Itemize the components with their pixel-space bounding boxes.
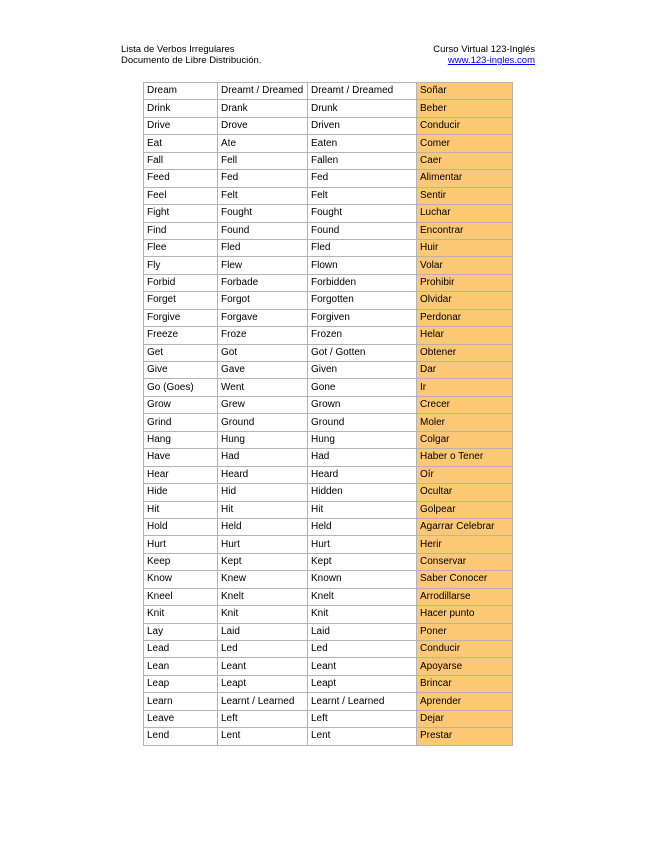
past-participle-cell: Heard	[308, 466, 417, 483]
infinitive-cell: Know	[144, 571, 218, 588]
infinitive-cell: Go (Goes)	[144, 379, 218, 396]
infinitive-cell: Keep	[144, 553, 218, 570]
spanish-translation-cell: Agarrar Celebrar	[417, 518, 513, 535]
past-participle-cell: Had	[308, 449, 417, 466]
past-simple-cell: Flew	[218, 257, 308, 274]
infinitive-cell: Eat	[144, 135, 218, 152]
spanish-translation-cell: Crecer	[417, 396, 513, 413]
past-simple-cell: Knit	[218, 606, 308, 623]
infinitive-cell: Lean	[144, 658, 218, 675]
infinitive-cell: Drink	[144, 100, 218, 117]
past-simple-cell: Drank	[218, 100, 308, 117]
past-participle-cell: Leant	[308, 658, 417, 675]
spanish-translation-cell: Alimentar	[417, 170, 513, 187]
spanish-translation-cell: Dar	[417, 362, 513, 379]
table-row	[144, 309, 513, 326]
spanish-translation-cell: Colgar	[417, 431, 513, 448]
past-participle-cell: Found	[308, 222, 417, 239]
past-participle-cell: Led	[308, 641, 417, 658]
past-simple-cell: Forgave	[218, 309, 308, 326]
spanish-translation-cell: Conservar	[417, 553, 513, 570]
spanish-translation-cell: Prohibir	[417, 274, 513, 291]
infinitive-cell: Hang	[144, 431, 218, 448]
past-participle-cell: Left	[308, 710, 417, 727]
table-row	[144, 257, 513, 274]
table-row	[144, 571, 513, 588]
past-simple-cell: Forbade	[218, 274, 308, 291]
past-simple-cell: Left	[218, 710, 308, 727]
table-row	[144, 83, 513, 100]
past-participle-cell: Hit	[308, 501, 417, 518]
infinitive-cell: Have	[144, 449, 218, 466]
past-simple-cell: Found	[218, 222, 308, 239]
past-simple-cell: Kept	[218, 553, 308, 570]
past-simple-cell: Had	[218, 449, 308, 466]
table-row	[144, 553, 513, 570]
past-participle-cell: Gone	[308, 379, 417, 396]
table-row	[144, 710, 513, 727]
past-participle-cell: Felt	[308, 187, 417, 204]
past-participle-cell: Drunk	[308, 100, 417, 117]
past-participle-cell: Fought	[308, 205, 417, 222]
table-row	[144, 100, 513, 117]
past-participle-cell: Forgiven	[308, 309, 417, 326]
past-participle-cell: Given	[308, 362, 417, 379]
table-row	[144, 501, 513, 518]
past-participle-cell: Forgotten	[308, 292, 417, 309]
table-row	[144, 449, 513, 466]
past-simple-cell: Fought	[218, 205, 308, 222]
past-participle-cell: Got / Gotten	[308, 344, 417, 361]
past-simple-cell: Hid	[218, 484, 308, 501]
table-row	[144, 152, 513, 169]
spanish-translation-cell: Helar	[417, 327, 513, 344]
infinitive-cell: Hold	[144, 518, 218, 535]
infinitive-cell: Dream	[144, 83, 218, 100]
infinitive-cell: Drive	[144, 117, 218, 134]
past-simple-cell: Lent	[218, 728, 308, 745]
table-row	[144, 606, 513, 623]
past-participle-cell: Knelt	[308, 588, 417, 605]
irregular-verbs-table	[143, 82, 513, 746]
infinitive-cell: Fly	[144, 257, 218, 274]
past-simple-cell: Went	[218, 379, 308, 396]
past-simple-cell: Knew	[218, 571, 308, 588]
past-simple-cell: Led	[218, 641, 308, 658]
past-simple-cell: Learnt / Learned	[218, 693, 308, 710]
infinitive-cell: Hurt	[144, 536, 218, 553]
document-subtitle: Documento de Libre Distribución.	[121, 55, 262, 66]
infinitive-cell: Grow	[144, 396, 218, 413]
past-simple-cell: Knelt	[218, 588, 308, 605]
past-simple-cell: Forgot	[218, 292, 308, 309]
table-row	[144, 292, 513, 309]
past-participle-cell: Known	[308, 571, 417, 588]
table-row	[144, 693, 513, 710]
table-row	[144, 536, 513, 553]
past-simple-cell: Fed	[218, 170, 308, 187]
past-simple-cell: Hurt	[218, 536, 308, 553]
table-row	[144, 641, 513, 658]
spanish-translation-cell: Caer	[417, 152, 513, 169]
table-row	[144, 466, 513, 483]
table-row	[144, 362, 513, 379]
past-simple-cell: Hung	[218, 431, 308, 448]
website-link[interactable]: www.123-ingles.com	[447, 55, 535, 66]
document-header-left	[121, 44, 261, 66]
course-name: Curso Virtual 123-Inglés	[433, 44, 535, 55]
table-row	[144, 658, 513, 675]
spanish-translation-cell: Brincar	[417, 675, 513, 692]
spanish-translation-cell: Perdonar	[417, 309, 513, 326]
infinitive-cell: Hear	[144, 466, 218, 483]
table-row	[144, 396, 513, 413]
past-participle-cell: Forbidden	[308, 274, 417, 291]
spanish-translation-cell: Apoyarse	[417, 658, 513, 675]
table-row	[144, 222, 513, 239]
infinitive-cell: Freeze	[144, 327, 218, 344]
infinitive-cell: Feel	[144, 187, 218, 204]
past-participle-cell: Eaten	[308, 135, 417, 152]
spanish-translation-cell: Haber o Tener	[417, 449, 513, 466]
verbs-table-body	[144, 83, 513, 746]
past-participle-cell: Laid	[308, 623, 417, 640]
table-row	[144, 431, 513, 448]
infinitive-cell: Lead	[144, 641, 218, 658]
spanish-translation-cell: Arrodillarse	[417, 588, 513, 605]
past-simple-cell: Fell	[218, 152, 308, 169]
past-participle-cell: Kept	[308, 553, 417, 570]
past-simple-cell: Felt	[218, 187, 308, 204]
spanish-translation-cell: Moler	[417, 414, 513, 431]
past-participle-cell: Frozen	[308, 327, 417, 344]
spanish-translation-cell: Prestar	[417, 728, 513, 745]
infinitive-cell: Leave	[144, 710, 218, 727]
spanish-translation-cell: Saber Conocer	[417, 571, 513, 588]
past-participle-cell: Leapt	[308, 675, 417, 692]
past-participle-cell: Fled	[308, 239, 417, 256]
table-row	[144, 414, 513, 431]
past-participle-cell: Flown	[308, 257, 417, 274]
past-participle-cell: Knit	[308, 606, 417, 623]
past-participle-cell: Fallen	[308, 152, 417, 169]
table-row	[144, 344, 513, 361]
infinitive-cell: Kneel	[144, 588, 218, 605]
spanish-translation-cell: Oír	[417, 466, 513, 483]
infinitive-cell: Give	[144, 362, 218, 379]
infinitive-cell: Find	[144, 222, 218, 239]
infinitive-cell: Hit	[144, 501, 218, 518]
past-participle-cell: Grown	[308, 396, 417, 413]
table-row	[144, 379, 513, 396]
infinitive-cell: Hide	[144, 484, 218, 501]
table-row	[144, 117, 513, 134]
past-simple-cell: Froze	[218, 327, 308, 344]
infinitive-cell: Fight	[144, 205, 218, 222]
spanish-translation-cell: Olvidar	[417, 292, 513, 309]
table-row	[144, 327, 513, 344]
table-row	[144, 239, 513, 256]
past-simple-cell: Held	[218, 518, 308, 535]
table-row	[144, 623, 513, 640]
past-simple-cell: Fled	[218, 239, 308, 256]
infinitive-cell: Forbid	[144, 274, 218, 291]
infinitive-cell: Flee	[144, 239, 218, 256]
table-row	[144, 484, 513, 501]
spanish-translation-cell: Dejar	[417, 710, 513, 727]
past-simple-cell: Drove	[218, 117, 308, 134]
past-participle-cell: Learnt / Learned	[308, 693, 417, 710]
table-row	[144, 170, 513, 187]
document-title: Lista de Verbos Irregulares	[121, 44, 235, 55]
past-simple-cell: Got	[218, 344, 308, 361]
past-participle-cell: Hidden	[308, 484, 417, 501]
spanish-translation-cell: Encontrar	[417, 222, 513, 239]
table-row	[144, 187, 513, 204]
past-simple-cell: Leant	[218, 658, 308, 675]
spanish-translation-cell: Comer	[417, 135, 513, 152]
infinitive-cell: Get	[144, 344, 218, 361]
past-simple-cell: Hit	[218, 501, 308, 518]
infinitive-cell: Lay	[144, 623, 218, 640]
infinitive-cell: Feed	[144, 170, 218, 187]
spanish-translation-cell: Volar	[417, 257, 513, 274]
past-simple-cell: Ate	[218, 135, 308, 152]
spanish-translation-cell: Conducir	[417, 117, 513, 134]
spanish-translation-cell: Herir	[417, 536, 513, 553]
infinitive-cell: Knit	[144, 606, 218, 623]
infinitive-cell: Forget	[144, 292, 218, 309]
past-simple-cell: Ground	[218, 414, 308, 431]
infinitive-cell: Fall	[144, 152, 218, 169]
document-header-right	[433, 44, 535, 66]
infinitive-cell: Learn	[144, 693, 218, 710]
infinitive-cell: Forgive	[144, 309, 218, 326]
past-participle-cell: Lent	[308, 728, 417, 745]
spanish-translation-cell: Luchar	[417, 205, 513, 222]
table-row	[144, 205, 513, 222]
spanish-translation-cell: Ir	[417, 379, 513, 396]
spanish-translation-cell: Poner	[417, 623, 513, 640]
spanish-translation-cell: Sentir	[417, 187, 513, 204]
spanish-translation-cell: Conducir	[417, 641, 513, 658]
past-simple-cell: Grew	[218, 396, 308, 413]
table-row	[144, 675, 513, 692]
past-participle-cell: Hung	[308, 431, 417, 448]
spanish-translation-cell: Aprender	[417, 693, 513, 710]
past-participle-cell: Dreamt / Dreamed	[308, 83, 417, 100]
spanish-translation-cell: Golpear	[417, 501, 513, 518]
infinitive-cell: Lend	[144, 728, 218, 745]
past-participle-cell: Held	[308, 518, 417, 535]
infinitive-cell: Leap	[144, 675, 218, 692]
table-row	[144, 518, 513, 535]
past-participle-cell: Fed	[308, 170, 417, 187]
past-simple-cell: Laid	[218, 623, 308, 640]
spanish-translation-cell: Obtener	[417, 344, 513, 361]
table-row	[144, 588, 513, 605]
past-simple-cell: Gave	[218, 362, 308, 379]
spanish-translation-cell: Beber	[417, 100, 513, 117]
past-simple-cell: Heard	[218, 466, 308, 483]
spanish-translation-cell: Hacer punto	[417, 606, 513, 623]
past-participle-cell: Hurt	[308, 536, 417, 553]
table-row	[144, 274, 513, 291]
past-simple-cell: Leapt	[218, 675, 308, 692]
past-participle-cell: Ground	[308, 414, 417, 431]
table-row	[144, 728, 513, 745]
spanish-translation-cell: Soñar	[417, 83, 513, 100]
spanish-translation-cell: Huir	[417, 239, 513, 256]
infinitive-cell: Grind	[144, 414, 218, 431]
past-simple-cell: Dreamt / Dreamed	[218, 83, 308, 100]
past-participle-cell: Driven	[308, 117, 417, 134]
table-row	[144, 135, 513, 152]
spanish-translation-cell: Ocultar	[417, 484, 513, 501]
